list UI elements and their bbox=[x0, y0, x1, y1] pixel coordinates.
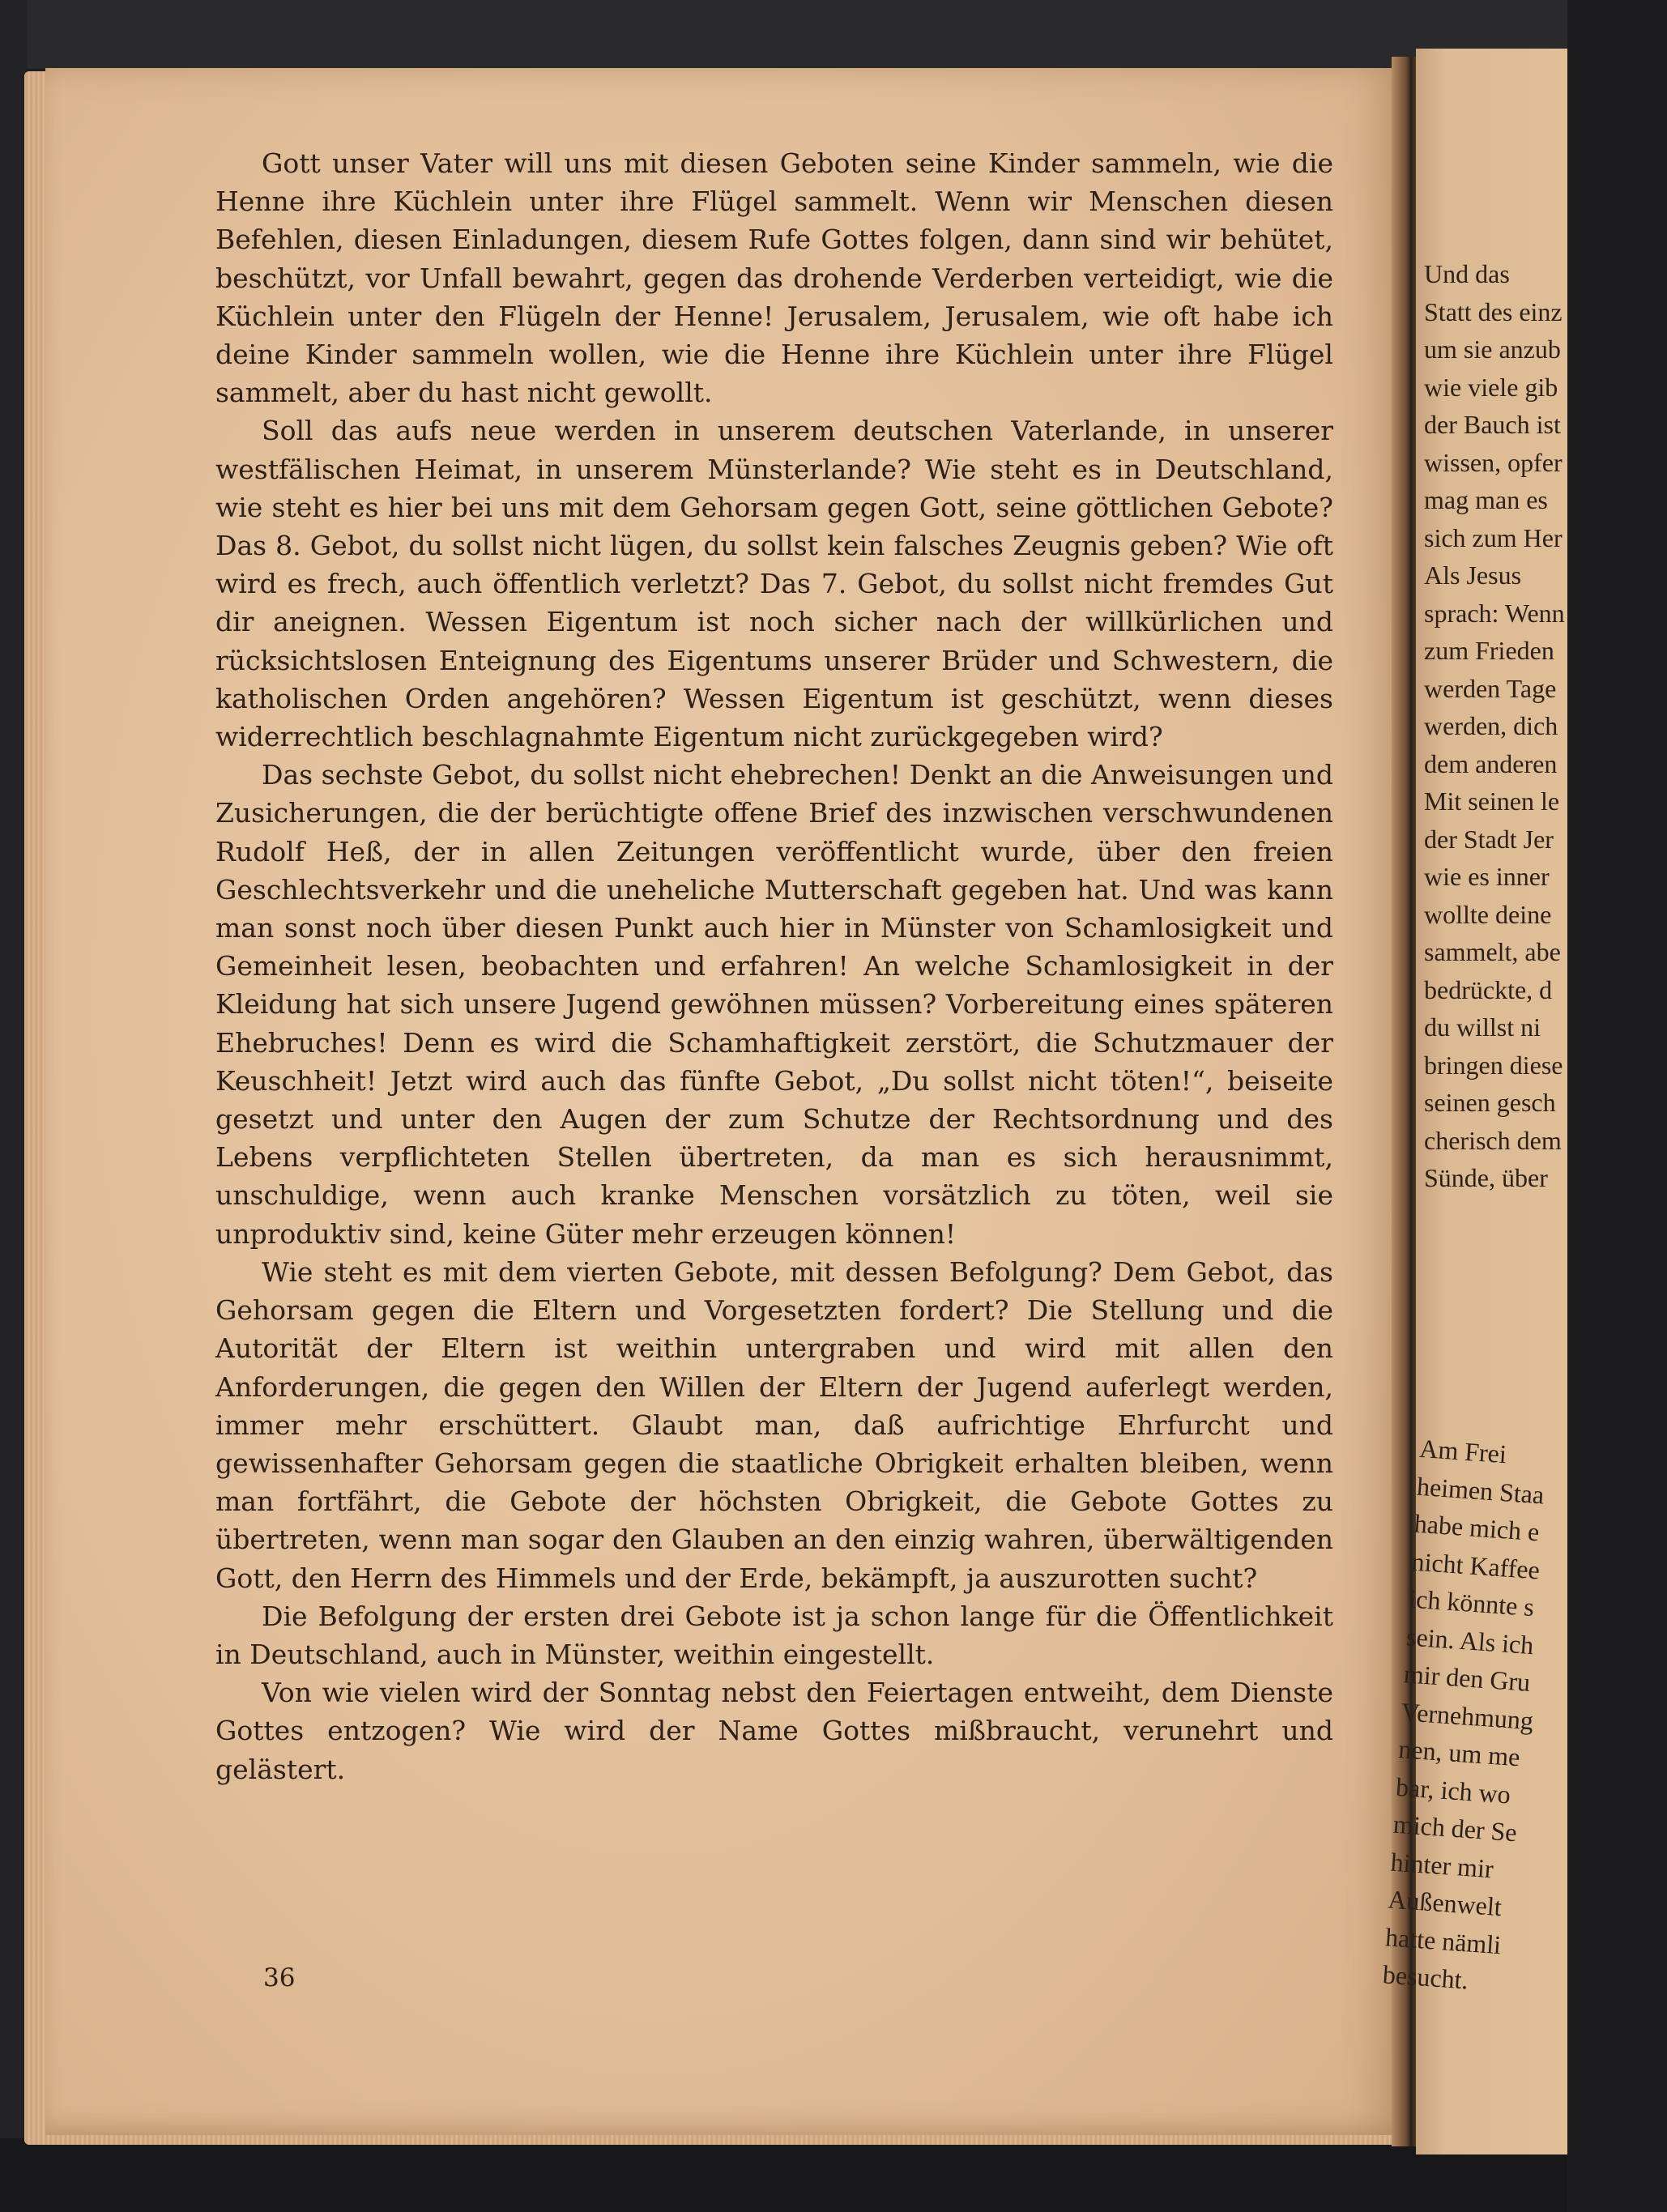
right-page-line: sein. Als ich bbox=[1405, 1621, 1535, 1660]
right-page-line: wie es inner bbox=[1424, 862, 1550, 891]
right-page-line: heimen Staa bbox=[1416, 1471, 1545, 1510]
page-body-text bbox=[215, 144, 1333, 1788]
right-page-line: Mit seinen le bbox=[1424, 786, 1560, 816]
right-page-line: wie viele gib bbox=[1424, 372, 1558, 402]
right-page-line: werden Tage bbox=[1424, 673, 1557, 703]
right-page-line: mich der Se bbox=[1392, 1809, 1518, 1848]
right-page-line: Als Jesus bbox=[1424, 560, 1522, 590]
paragraph: Gott unser Vater will uns mit diesen Geboten seine Kinder sammeln, wie die Henne ihre Küchlein unter ihre Flügel sammelt. Wenn wir Menschen diesen Befehlen, diesen Einladungen, diesem Rufe Gottes folgen, dann sind wir behütet, beschützt, vor Unfall bewahrt, gegen das drohende Verderben verteidigt, wie die Küchlein unter den Flügeln der Henne! Jerusalem, Jerusalem, wie oft habe ich deine Kinder sammeln wollen, wie die Henne ihre Küchlein unter ihre Flügel sammelt, aber du hast nicht gewollt. bbox=[215, 147, 1333, 409]
right-page-line: bar, ich wo bbox=[1395, 1771, 1512, 1809]
paragraph: Das sechste Gebot, du sollst nicht ehebrechen! Denkt an die Anweisungen und Zusicherungen, die der berüchtigte offene Brief des inzwischen verschwundenen Rudolf Heß, der in allen Zeitungen veröffentlicht wurde, über den freien Geschlechtsverkehr und die uneheliche Mutterschaft gegeben hat. Und was kann man sonst noch über diesen Punkt auch hier in Münster von Schamlosigkeit und Gemeinheit lesen, beobachten und erfahren! An welche Schamlosigkeit in der Kleidung hat sich unsere Jugend gewöhnen müssen? Vorbereitung eines späteren Ehebruches! Denn es wird die Schamhaftigkeit zerstört, die Schutzmauer der Keuschheit! Jetzt wird auch das fünfte Gebot, „Du sollst nicht töten!“, beiseite gesetzt und unter den Augen der zum Schutze der Rechtsordnung und des Lebens verpflichteten Stellen übertreten, da man es sich herausnimmt, unschuldige, wenn auch kranke Menschen vorsätzlich zu töten, weil sie unproduktiv sind, keine Güter mehr erzeugen können! bbox=[215, 759, 1333, 1250]
background-bottom bbox=[0, 2138, 1567, 2212]
background-top bbox=[0, 0, 1567, 69]
right-page-line: mir den Gru bbox=[1402, 1659, 1532, 1697]
paragraph: Von wie vielen wird der Sonntag nebst den Feiertagen entweiht, dem Dienste Gottes entzogen? Wie wird der Name Gottes mißbraucht, verunehrt und gelästert. bbox=[215, 1677, 1333, 1785]
right-page-line: Statt des einz bbox=[1424, 296, 1563, 326]
right-page-line: sammelt, abe bbox=[1424, 937, 1561, 966]
right-page-line: bedrückte, d bbox=[1424, 974, 1553, 1004]
right-page-line: Sünde, über bbox=[1424, 1163, 1548, 1192]
right-page-line: hatte nämli bbox=[1384, 1921, 1503, 1959]
right-page-line: hinter mir bbox=[1389, 1847, 1494, 1883]
background-left bbox=[0, 0, 28, 2212]
right-page-line: mag man es bbox=[1424, 485, 1548, 514]
right-page-line: Am Frei bbox=[1418, 1433, 1508, 1469]
right-page-line: Außenwelt bbox=[1387, 1884, 1503, 1922]
right-page-line: wollte deine bbox=[1424, 899, 1552, 929]
right-page-line: um sie anzub bbox=[1424, 335, 1561, 364]
right-page-line: der Stadt Jer bbox=[1424, 824, 1554, 854]
page-number: 36 bbox=[263, 1963, 296, 1993]
right-page-lower-text bbox=[1381, 1385, 1666, 1995]
right-page-line: der Bauch ist bbox=[1424, 410, 1561, 439]
right-page-line: Vernehmung bbox=[1400, 1696, 1535, 1735]
right-page-line: nicht Kaffee bbox=[1410, 1546, 1541, 1584]
right-page-line: bringen diese bbox=[1424, 1050, 1563, 1080]
paragraph: Die Befolgung der ersten drei Gebote ist ja schon lange für die Öffentlichkeit in Deutschland, auch in Münster, weithin eingestellt. bbox=[215, 1600, 1333, 1670]
right-page-line: Und das bbox=[1424, 259, 1510, 288]
right-page-line: seinen gesch bbox=[1424, 1088, 1556, 1117]
right-page-line: sich zum Her bbox=[1424, 522, 1563, 552]
right-page-line: ich könnte s bbox=[1408, 1583, 1536, 1622]
right-page-line: wissen, opfer bbox=[1424, 447, 1563, 477]
right-page-line: nen, um me bbox=[1397, 1733, 1521, 1772]
right-page-line: dem anderen bbox=[1424, 748, 1558, 778]
right-page-line: sprach: Wenn bbox=[1424, 598, 1565, 628]
paragraph: Wie steht es mit dem vierten Gebote, mit dessen Befolgung? Dem Gebot, das Gehorsam gegen die Eltern und Vorgesetzten fordert? Die Stellung und die Autorität der Eltern ist weithin untergraben und wird mit allen den Anforderungen, die gegen den Willen der Eltern der Jugend auferlegt werden, immer mehr erschüttert. Glaubt man, daß aufrichtige Ehrfurcht und gewissenhafter Gehorsam gegen die staatliche Obrigkeit erhalten bleiben, wenn man fortfährt, die Gebote der höchsten Obrigkeit, die Gebote Gottes zu übertreten, wenn man sogar den Glauben an den einzig wahren, überwältigenden Gott, den Herrn des Himmels und der Erde, bekämpft, ja auszurotten sucht? bbox=[215, 1255, 1333, 1594]
right-page-line: du willst ni bbox=[1424, 1012, 1541, 1042]
right-page-line: zum Frieden bbox=[1424, 636, 1554, 665]
right-page-line: cherisch dem bbox=[1424, 1125, 1562, 1155]
book-page-right bbox=[1381, 49, 1567, 2154]
right-page-line: werden, dich bbox=[1424, 711, 1558, 740]
right-page-line: habe mich e bbox=[1413, 1508, 1541, 1547]
right-page-line: besucht. bbox=[1381, 1959, 1469, 1995]
paragraph: Soll das aufs neue werden in unserem deutschen Vaterlande, in unserer westfälischen Heimat, in unserem Münsterlande? Wie steht es in Deutschland, wie steht es hier bei uns mit dem Gehorsam gegen Gott, seine göttlichen Gebote? Das 8. Gebot, du sollst nicht lügen, du sollst kein falsches Zeugnis geben? Wie oft wird es frech, auch öffentlich verletzt? Das 7. Gebot, du sollst nicht fremdes Gut dir aneignen. Wessen Eigentum ist noch sicher nach der willkürlichen und rücksichtslosen Enteignung des Eigentums unserer Brüder und Schwestern, die katholischen Orden angehören? Wessen Eigentum ist geschützt, wenn dieses widerrechtlich beschlagnahmte Eigentum nicht zurückgegeben wird? bbox=[215, 415, 1333, 753]
